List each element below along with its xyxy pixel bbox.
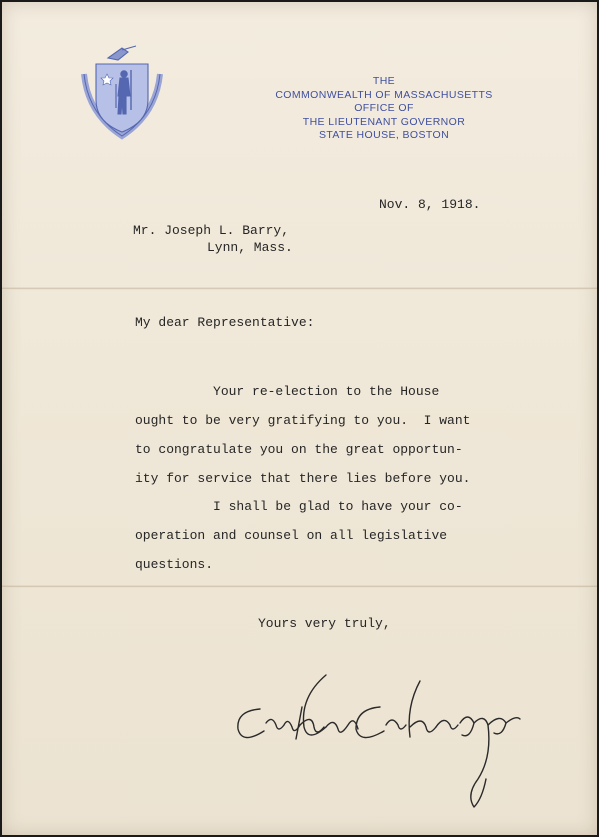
letter-paper [2, 2, 597, 835]
letter-date: Nov. 8, 1918. [379, 197, 481, 212]
body-line: I shall be glad to have your co- [135, 499, 463, 514]
closing: Yours very truly, [258, 616, 391, 631]
fold-crease-lower [2, 585, 597, 588]
body-line: questions. [135, 557, 214, 572]
body-line: operation and counsel on all legislative [135, 528, 448, 543]
letterhead-line-office: OFFICE OF [354, 102, 414, 114]
letterhead-line-address: STATE HOUSE, BOSTON [318, 129, 450, 141]
body-line: ought to be very gratifying to you. I want [135, 413, 471, 428]
body-line: Your re-election to the House [135, 384, 440, 399]
recipient-name: Mr. Joseph L. Barry, [133, 223, 290, 238]
letterhead-line-commonwealth: COMMONWEALTH OF MASSACHUSETTS [275, 88, 493, 101]
body-line: to congratulate you on the great opportun- [135, 442, 463, 457]
recipient-city: Lynn, Mass. [207, 240, 293, 255]
handwritten-signature [230, 667, 530, 817]
fold-crease-upper [2, 287, 597, 290]
body-line: ity for service that there lies before you. [135, 471, 471, 486]
letterhead [264, 75, 504, 143]
letterhead-line-lieutenant-governor: THE LIEUTENANT GOVERNOR [302, 115, 466, 128]
letterhead-line-the: THE [372, 75, 396, 87]
salutation: My dear Representative: [135, 315, 315, 330]
massachusetts-seal-icon [78, 44, 166, 144]
